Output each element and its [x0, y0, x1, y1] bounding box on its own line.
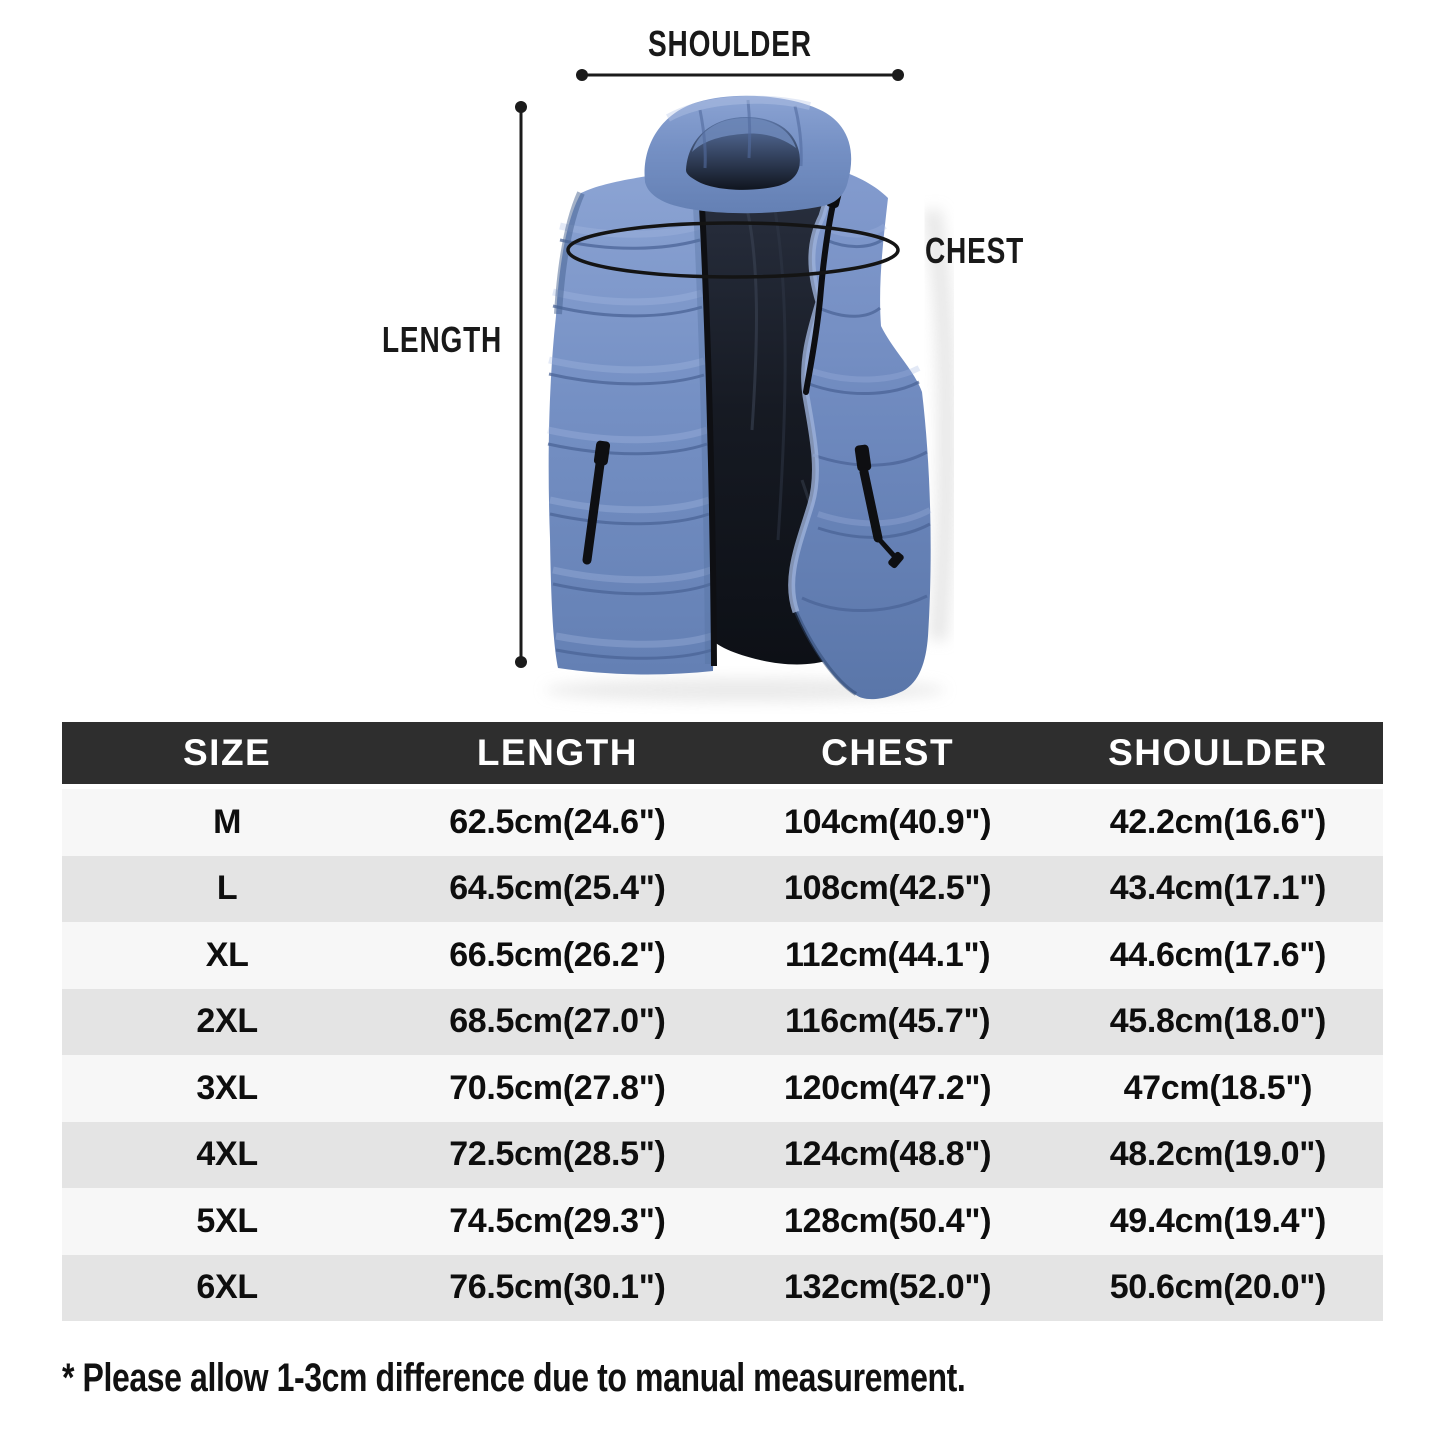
table-body [62, 789, 1383, 1321]
cell-chest: 112cm(44.1") [784, 935, 991, 974]
cell-chest: 108cm(42.5") [784, 869, 992, 908]
table-row-2xl [62, 989, 1383, 1056]
length-label: LENGTH [382, 319, 503, 360]
cell-chest: 132cm(52.0") [784, 1268, 992, 1307]
chest-label: CHEST [925, 230, 1025, 271]
cell-chest: 124cm(48.8") [784, 1135, 992, 1174]
cell-size: 6XL [196, 1268, 258, 1307]
cell-size: 3XL [196, 1068, 258, 1107]
cell-chest: 104cm(40.9") [784, 802, 992, 841]
table-header-row [62, 722, 1383, 784]
cell-shoulder: 47cm(18.5") [1123, 1068, 1313, 1107]
cell-shoulder: 44.6cm(17.6") [1109, 935, 1327, 974]
table-row-4xl [62, 1122, 1383, 1189]
cell-length: 68.5cm(27.0") [449, 1002, 666, 1041]
column-header-size: SIZE [183, 732, 272, 773]
cell-size: 2XL [196, 1002, 258, 1041]
table-row-5xl [62, 1188, 1383, 1255]
cell-shoulder: 49.4cm(19.4") [1109, 1201, 1327, 1240]
cell-size: 5XL [196, 1201, 258, 1240]
table-row-xl [62, 922, 1383, 989]
cell-length: 72.5cm(28.5") [449, 1135, 666, 1174]
cell-size: L [216, 869, 238, 908]
cell-length: 76.5cm(30.1") [449, 1268, 666, 1307]
vest-right-panel [792, 170, 931, 699]
vest-illustration [0, 0, 1445, 715]
length-measure-line [515, 101, 527, 668]
shoulder-label: SHOULDER [648, 23, 812, 64]
cell-size: M [213, 802, 242, 841]
cell-size: 4XL [196, 1135, 258, 1174]
vest-collar [645, 96, 852, 214]
table-row-3xl [62, 1055, 1383, 1122]
cell-shoulder: 42.2cm(16.6") [1109, 802, 1327, 841]
table-row-m [62, 789, 1383, 856]
cell-shoulder: 45.8cm(18.0") [1109, 1002, 1327, 1041]
cell-length: 70.5cm(27.8") [449, 1068, 666, 1107]
cell-chest: 128cm(50.4") [784, 1201, 992, 1240]
size-table [62, 722, 1383, 1321]
cell-shoulder: 48.2cm(19.0") [1109, 1135, 1327, 1174]
cell-length: 62.5cm(24.6") [449, 802, 666, 841]
cell-chest: 120cm(47.2") [784, 1068, 992, 1107]
cell-shoulder: 43.4cm(17.1") [1109, 869, 1327, 908]
cell-shoulder: 50.6cm(20.0") [1109, 1268, 1327, 1307]
table-row-6xl [62, 1255, 1383, 1322]
cell-length: 66.5cm(26.2") [449, 935, 666, 974]
cell-length: 64.5cm(25.4") [449, 869, 666, 908]
column-header-length: LENGTH [476, 732, 638, 773]
cell-length: 74.5cm(29.3") [449, 1201, 666, 1240]
shoulder-measure-line [576, 69, 904, 81]
cell-size: XL [205, 935, 249, 974]
vest-left-panel [548, 176, 714, 675]
cell-chest: 116cm(45.7") [784, 1002, 991, 1041]
column-header-chest: CHEST [821, 732, 955, 773]
column-header-shoulder: SHOULDER [1108, 732, 1328, 773]
table-row-l [62, 856, 1383, 923]
measurement-disclaimer: * Please allow 1-3cm difference due to manual measurement. [62, 1356, 966, 1400]
